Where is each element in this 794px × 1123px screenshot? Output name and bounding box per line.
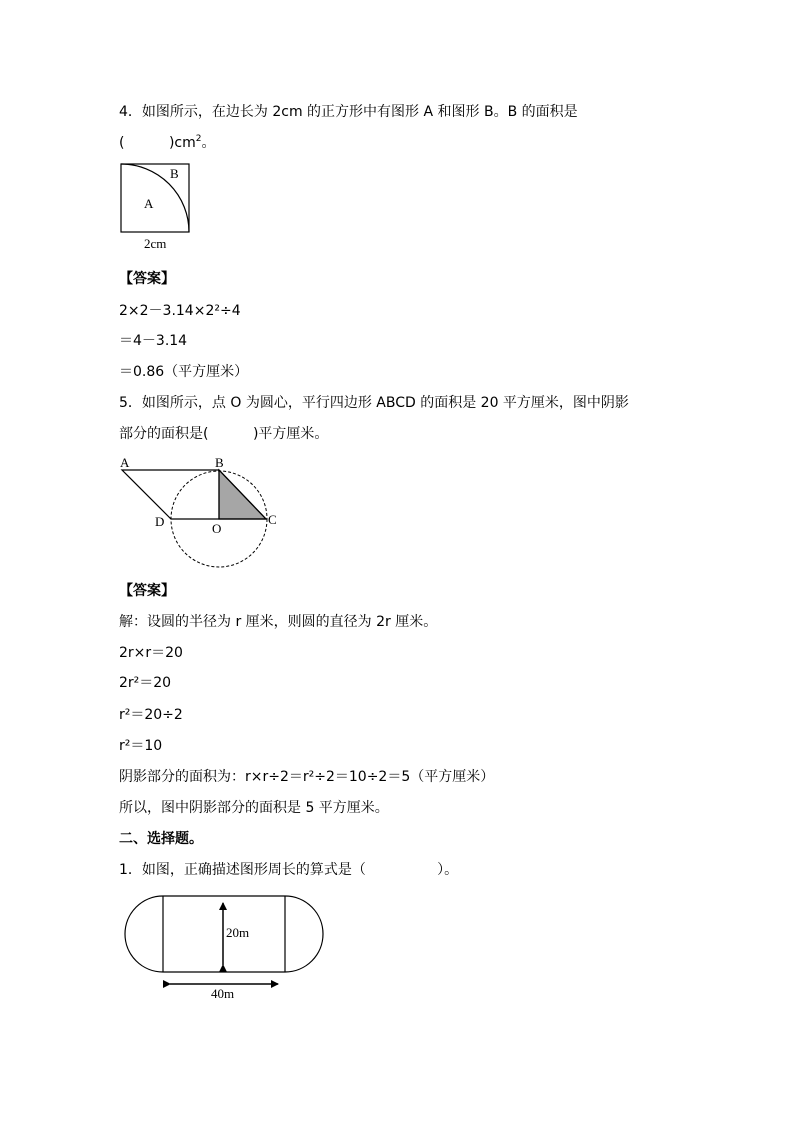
section2-heading: 二、选择题。 bbox=[119, 831, 203, 847]
q4-square bbox=[121, 164, 189, 232]
q5-label-b: B bbox=[215, 455, 224, 470]
q5-label-a: A bbox=[120, 455, 130, 470]
section2-width-label: 40m bbox=[211, 986, 235, 1001]
q4-blank-prefix: ( )cm bbox=[119, 135, 196, 151]
q5-question-line1: 5．如图所示，点 O 为圆心，平行四边形 ABCD 的面积是 20 平方厘米，图中阴影 bbox=[119, 395, 629, 411]
q4-label-a: A bbox=[144, 196, 154, 211]
q5-answer-heading: 【答案】 bbox=[119, 583, 175, 599]
section2-q1-line: 1．如图，正确描述图形周长的算式是（ ）。 bbox=[119, 862, 459, 878]
q4-answer-line-1: 2×2－3.14×2²÷4 bbox=[119, 303, 241, 319]
q4-line-end: 。 bbox=[201, 135, 216, 151]
q4-square-figure bbox=[115, 160, 205, 252]
q4-quarter-arc bbox=[121, 164, 189, 232]
q5-question-line2: 部分的面积是( )平方厘米。 bbox=[119, 426, 329, 442]
q4-unit-superscript: 2 bbox=[195, 134, 202, 144]
q4-question-line1: 4．如图所示，在边长为 2cm 的正方形中有图形 A 和图形 B。B 的面积是 bbox=[119, 104, 578, 120]
q5-answer-line-4: r²＝20÷2 bbox=[119, 707, 183, 723]
section2-track-outline bbox=[125, 896, 323, 972]
section2-height-label: 20m bbox=[226, 925, 250, 940]
q4-label-b: B bbox=[170, 166, 179, 181]
q5-answer-line-2: 2r×r＝20 bbox=[119, 645, 183, 661]
q4-label-side: 2cm bbox=[144, 236, 167, 251]
q5-label-c: C bbox=[268, 512, 277, 527]
section2-track-figure bbox=[115, 893, 337, 1005]
q5-label-d: D bbox=[155, 514, 165, 529]
q5-answer-line-5: r²＝10 bbox=[119, 738, 163, 754]
q5-answer-line-1: 解：设圆的半径为 r 厘米，则圆的直径为 2r 厘米。 bbox=[119, 614, 438, 630]
q5-label-o: O bbox=[212, 521, 222, 536]
q5-answer-line-7: 所以，图中阴影部分的面积是 5 平方厘米。 bbox=[119, 800, 389, 816]
q5-answer-line-3: 2r²＝20 bbox=[119, 675, 172, 691]
q5-parallelogram-figure bbox=[115, 452, 290, 570]
q4-answer-heading: 【答案】 bbox=[119, 271, 175, 287]
q4-question-line2 bbox=[119, 133, 216, 153]
q5-answer-line-6: 阴影部分的面积为：r×r÷2＝r²÷2＝10÷2＝5（平方厘米） bbox=[119, 769, 495, 785]
q4-answer-line-3: ＝0.86（平方厘米） bbox=[119, 364, 249, 380]
q4-answer-line-2: ＝4－3.14 bbox=[119, 333, 188, 349]
